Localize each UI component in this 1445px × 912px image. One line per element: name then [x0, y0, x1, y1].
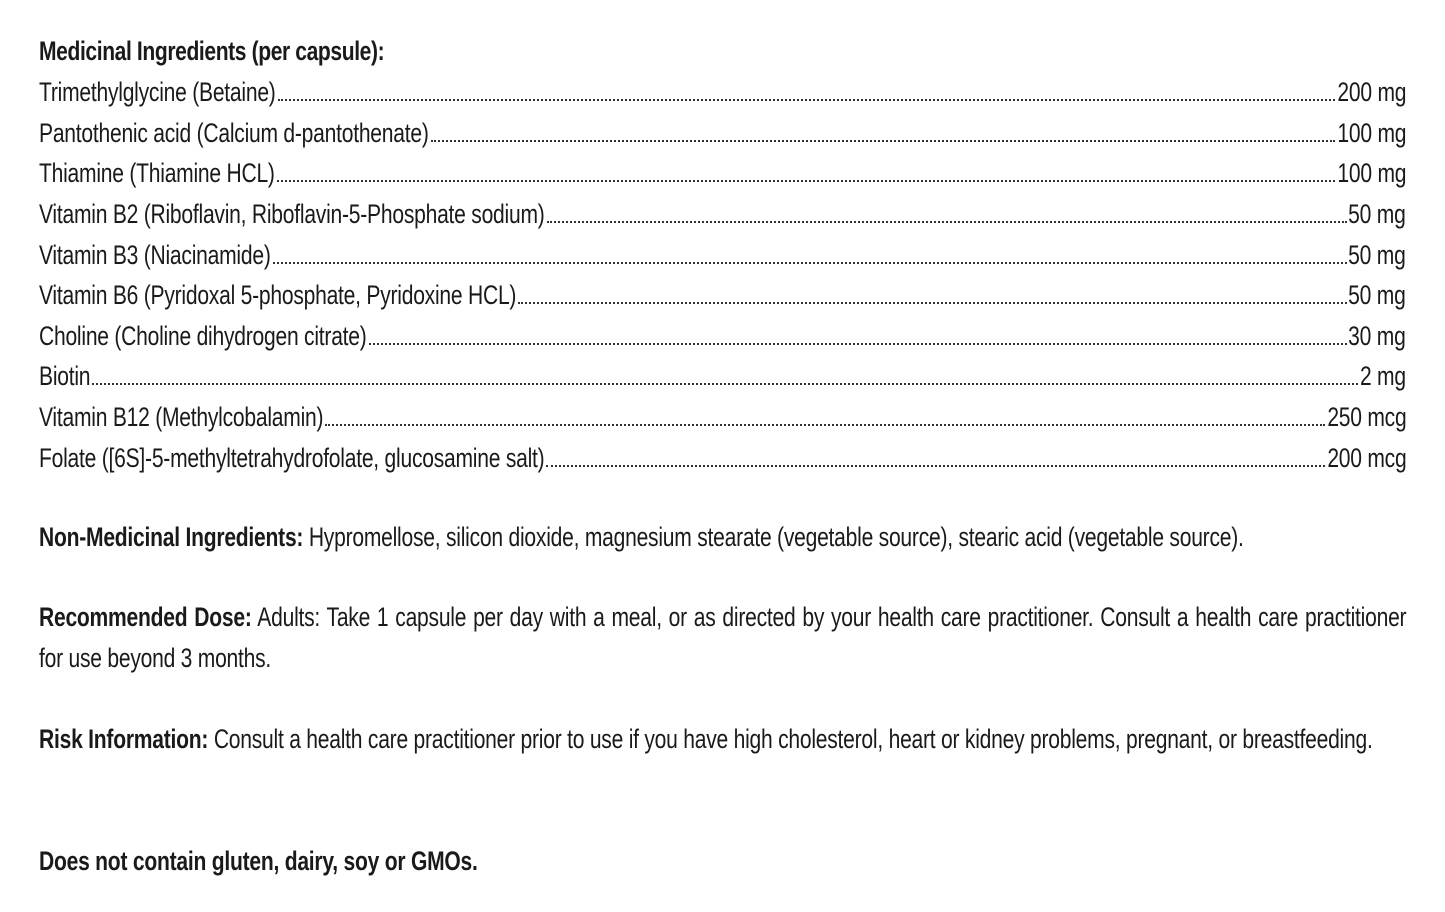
- non-medicinal-label: Non-Medicinal Ingredients:: [39, 522, 304, 552]
- non-medicinal-ingredients: [39, 517, 1406, 558]
- medicinal-ingredients-heading: Medicinal Ingredients (per capsule):: [39, 36, 385, 66]
- risk-information-text: Consult a health care practitioner prior to use if you have high cholesterol, heart or kidney problems, pregnant, or breastfeeding.: [213, 724, 1373, 754]
- ingredient-name: Vitamin B6 (Pyridoxal 5-phosphate, Pyridoxine HCL): [39, 280, 517, 311]
- allergen-free-text: Does not contain gluten, dairy, soy or GMOs.: [39, 846, 478, 876]
- ingredient-amount: 50 mg: [1348, 280, 1406, 311]
- ingredient-row: [39, 113, 1406, 154]
- medicinal-ingredients-list: [39, 72, 1406, 478]
- ingredient-name: Thiamine (Thiamine HCL): [39, 158, 275, 189]
- dot-leader: [547, 197, 1347, 231]
- ingredient-row: [39, 194, 1406, 235]
- ingredient-amount: 100 mg: [1337, 158, 1406, 189]
- ingredient-name: Choline (Choline dihydrogen citrate): [39, 320, 367, 351]
- ingredient-row: [39, 234, 1406, 275]
- recommended-dose: [39, 597, 1406, 679]
- ingredient-amount: 200 mg: [1337, 77, 1406, 108]
- ingredient-amount: 50 mg: [1348, 199, 1406, 230]
- dot-leader: [273, 238, 1347, 272]
- dot-leader: [277, 156, 1335, 190]
- ingredient-row: [39, 397, 1406, 438]
- ingredient-name: Vitamin B12 (Methylcobalamin): [39, 402, 324, 433]
- dot-leader: [92, 359, 1358, 393]
- dot-leader: [278, 75, 1336, 109]
- ingredient-amount: 2 mg: [1360, 361, 1406, 392]
- dot-leader: [325, 400, 1325, 434]
- ingredient-amount: 50 mg: [1348, 239, 1406, 270]
- ingredient-name: Vitamin B2 (Riboflavin, Riboflavin-5-Phosphate sodium): [39, 199, 545, 230]
- dot-leader: [546, 441, 1324, 475]
- non-medicinal-text: Hypromellose, silicon dioxide, magnesium stearate (vegetable source), stearic acid (vegetable source).: [308, 522, 1244, 552]
- ingredient-row: [39, 316, 1406, 357]
- ingredient-name: Pantothenic acid (Calcium d-pantothenate): [39, 117, 429, 148]
- risk-information: [39, 719, 1406, 760]
- risk-information-label: Risk Information:: [39, 724, 209, 754]
- ingredient-name: Biotin: [39, 361, 91, 392]
- dot-leader: [369, 319, 1347, 353]
- ingredient-row: [39, 275, 1406, 316]
- recommended-dose-label: Recommended Dose:: [39, 602, 252, 632]
- ingredient-name: Trimethylglycine (Betaine): [39, 77, 276, 108]
- ingredient-name: Folate ([6S]-5-methyltetrahydrofolate, glucosamine salt): [39, 442, 545, 473]
- recommended-dose-text: Adults: Take 1 capsule per day with a meal, or as directed by your health care practitioner. Consult a health care practitioner for use beyond 3 months.: [39, 602, 1407, 673]
- ingredient-amount: 30 mg: [1348, 320, 1406, 351]
- ingredient-row: [39, 72, 1406, 113]
- ingredient-row: [39, 356, 1406, 397]
- ingredient-amount: 200 mcg: [1326, 442, 1406, 473]
- ingredient-name: Vitamin B3 (Niacinamide): [39, 239, 271, 270]
- ingredient-amount: 100 mg: [1337, 117, 1406, 148]
- ingredient-row: [39, 153, 1406, 194]
- dot-leader: [431, 116, 1336, 150]
- dot-leader: [518, 278, 1346, 312]
- allergen-free-statement: [39, 841, 1406, 882]
- ingredient-row: [39, 437, 1406, 478]
- ingredient-amount: 250 mcg: [1326, 402, 1406, 433]
